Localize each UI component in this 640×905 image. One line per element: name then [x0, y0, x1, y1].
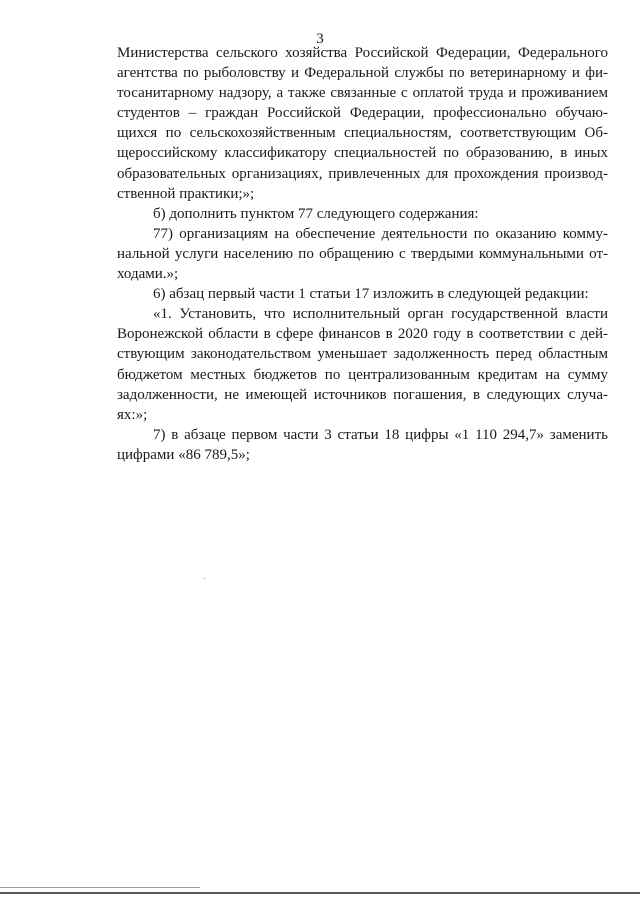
- text-line: щероссийскому классификатору специальностей по образованию, в иных: [117, 145, 608, 162]
- text-line: 7) в абзаце первом части 3 статьи 18 цифры «1 110 294,7» заменить: [153, 426, 608, 443]
- text-line: ствующим законодательством уменьшает задолженность перед областным: [117, 346, 608, 363]
- text-line: б) дополнить пунктом 77 следующего содержания:: [153, 205, 479, 222]
- text-line: Воронежской области в сфере финансов в 2020 году в соответствии с дей-: [117, 326, 608, 343]
- text-line: щихся по сельскохозяйственным специальностям, соответствующим Об-: [117, 125, 608, 142]
- bottom-scan-line: [0, 887, 200, 888]
- text-line: ственной практики;»;: [117, 185, 255, 202]
- text-line: студентов – граждан Российской Федерации, профессионально обучаю-: [117, 105, 608, 122]
- text-line: ходами.»;: [117, 266, 179, 283]
- text-line: 77) организациям на обеспечение деятельности по оказанию комму-: [153, 225, 608, 242]
- bottom-border-line: [0, 892, 640, 894]
- text-line: задолженности, не имеющей источников погашения, в следующих случа-: [117, 386, 608, 403]
- document-body: [117, 43, 608, 465]
- text-line: нальной услуги населению по обращению с твердыми коммунальными от-: [117, 245, 608, 262]
- text-line: тосанитарному надзору, а также связанные с оплатой труда и проживанием: [117, 85, 608, 102]
- text-line: «1. Установить, что исполнительный орган государственной власти: [153, 306, 608, 323]
- text-line: Министерства сельского хозяйства Российской Федерации, Федерального: [117, 45, 608, 61]
- page-number: 3: [316, 31, 324, 47]
- scan-speck: [204, 578, 205, 579]
- text-line: ях:»;: [117, 406, 148, 423]
- text-line: агентства по рыболовству и Федеральной службы по ветеринарному и фи-: [117, 65, 608, 82]
- text-line: бюджетом местных бюджетов по централизованным кредитам на сумму: [117, 366, 608, 383]
- text-line: 6) абзац первый части 1 статьи 17 изложить в следующей редакции:: [153, 286, 589, 303]
- text-line: цифрами «86 789,5»;: [117, 446, 250, 463]
- text-line: образовательных организациях, привлеченных для прохождения производ-: [117, 165, 608, 182]
